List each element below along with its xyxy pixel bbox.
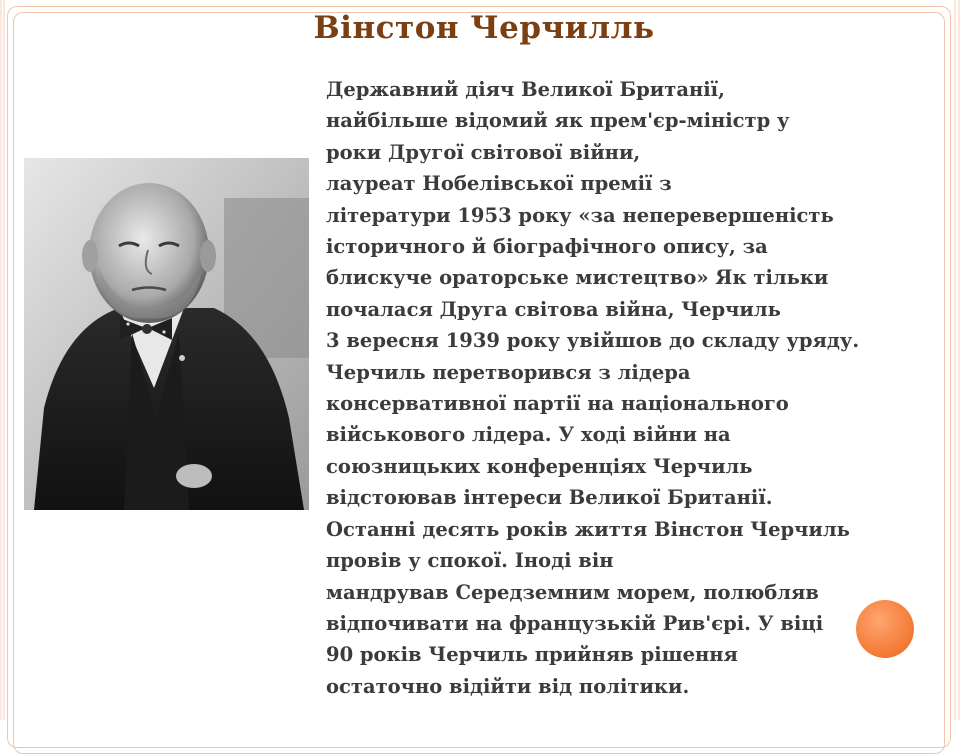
slide-title: Вінстон Черчилль (313, 10, 655, 46)
text-line: історичного й біографічного опису, за (326, 235, 768, 259)
text-line: провів у спокої. Іноді він (326, 549, 614, 573)
text-line: 90 років Черчиль прийняв рішення (326, 643, 738, 667)
biography-text (326, 74, 936, 702)
text-line: найбільше відомий як прем'єр-міністр у (326, 109, 790, 133)
text-line: консервативної партії на національного (326, 392, 789, 416)
text-line: відстоював інтереси Великої Британії. (326, 486, 773, 510)
portrait-photo (24, 158, 309, 510)
text-line: 3 вересня 1939 року увійшов до складу уряду. (326, 329, 860, 353)
text-line: Черчиль перетворився з лідера (326, 360, 691, 384)
text-line: союзницьких конференціях Черчиль (326, 454, 753, 478)
text-line: відпочивати на французькій Рив'єрі. У віці (326, 611, 824, 635)
text-line: остаточно відійти від політики. (326, 674, 690, 698)
left-stripe-decoration (0, 0, 6, 720)
text-line: блискуче ораторське мистецтво» Як тільки (326, 266, 829, 290)
text-line: літератури 1953 року «за неперевершеність (326, 203, 834, 227)
decorative-orange-circle (856, 600, 914, 658)
text-line: Останні десять років життя Вінстон Черчиль (326, 517, 850, 541)
text-line: мандрував Середземним морем, полюбляв (326, 580, 819, 604)
right-stripe-decoration (952, 0, 960, 720)
text-line: почалася Друга світова війна, Черчиль (326, 297, 781, 321)
text-line: військового лідера. У ході війни на (326, 423, 731, 447)
text-line: лауреат Нобелівської премії з (326, 172, 672, 196)
text-line: роки Другої світової війни, (326, 140, 641, 164)
text-line: Державний діяч Великої Британії, (326, 78, 725, 101)
